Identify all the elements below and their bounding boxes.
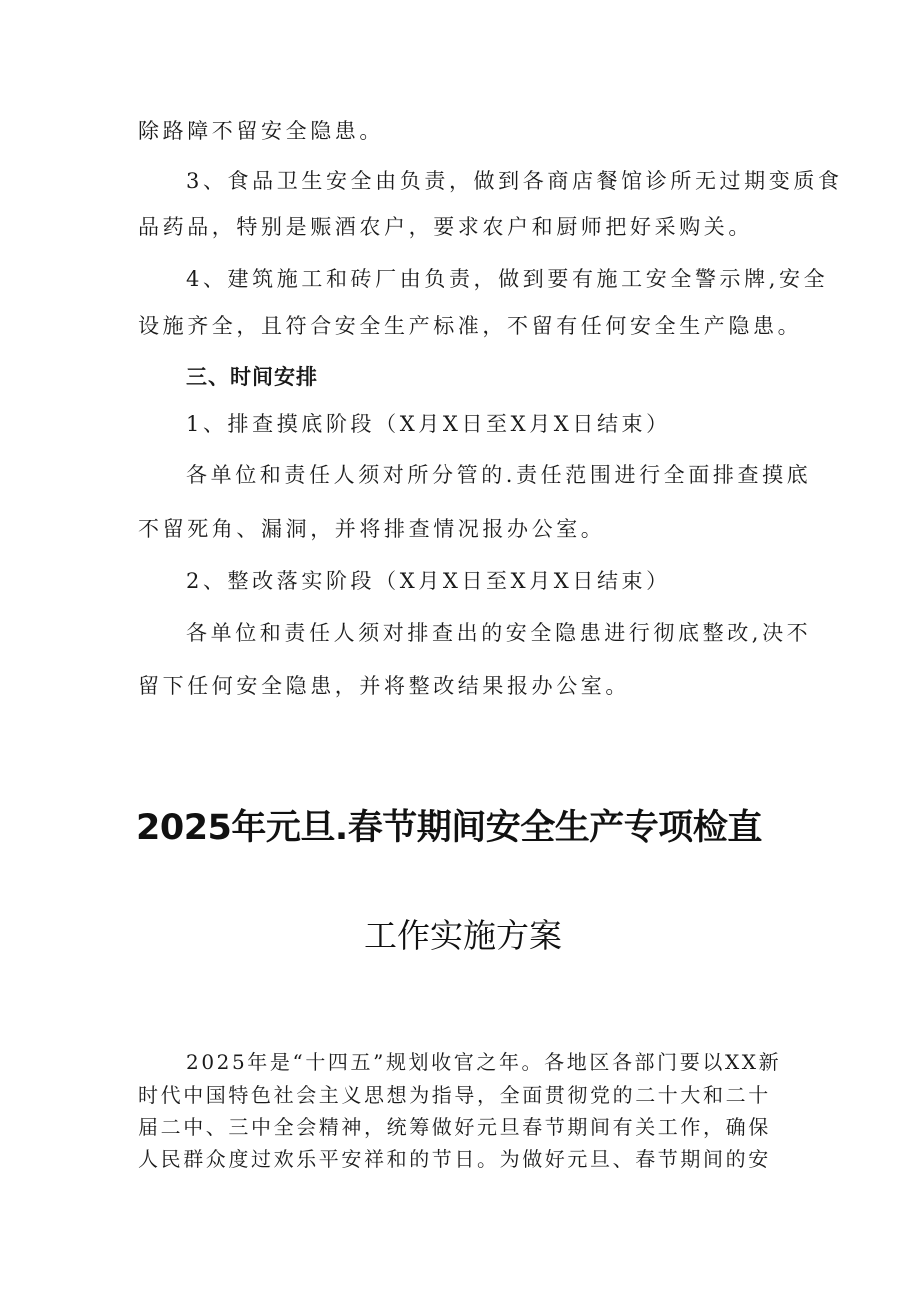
paragraph-line: 不留死角、漏洞，并将排查情况报办公室。	[138, 517, 606, 541]
paragraph-line: 3、食品卫生安全由负责，做到各商店餐馆诊所无过期变质食	[186, 169, 843, 193]
stage-title: 2、整改落实阶段（X月X日至X月X日结束）	[186, 569, 671, 593]
paragraph-line: 设施齐全，且符合安全生产标准，不留有任何安全生产隐患。	[138, 314, 803, 338]
document-subtitle: 工作实施方案	[364, 916, 562, 955]
document-title: 2025年元旦.春节期间安全生产专项检直	[136, 808, 762, 848]
section-heading: 三、时间安排	[186, 365, 318, 389]
intro-line: 时代中国特色社会主义思想为指导，全面贯彻党的二十大和二十	[138, 1083, 771, 1107]
paragraph-line: 4、建筑施工和砖厂由负责，做到要有施工安全警示牌,安全	[186, 267, 829, 291]
paragraph-line: 留下任何安全隐患，并将整改结果报办公室。	[138, 674, 630, 698]
paragraph-line: 各单位和责任人须对排查出的安全隐患进行彻底整改,决不	[186, 621, 812, 645]
intro-line: 届二中、三中全会精神，统筹做好元旦春节期间有关工作，确保	[138, 1115, 771, 1139]
intro-line: 2025年是“十四五”规划收官之年。各地区各部门要以XX新	[186, 1050, 782, 1074]
paragraph-line: 除路障不留安全隐患。	[138, 119, 384, 143]
intro-line: 人民群众度过欢乐平安祥和的节日。为做好元旦、春节期间的安	[138, 1147, 771, 1171]
paragraph-line: 品药品，特别是赈酒农户，要求农户和厨师把好采购关。	[138, 215, 753, 239]
stage-title: 1、排查摸底阶段（X月X日至X月X日结束）	[186, 412, 671, 436]
paragraph-line: 各单位和责任人须对所分管的.责任范围进行全面排查摸底	[186, 463, 812, 487]
